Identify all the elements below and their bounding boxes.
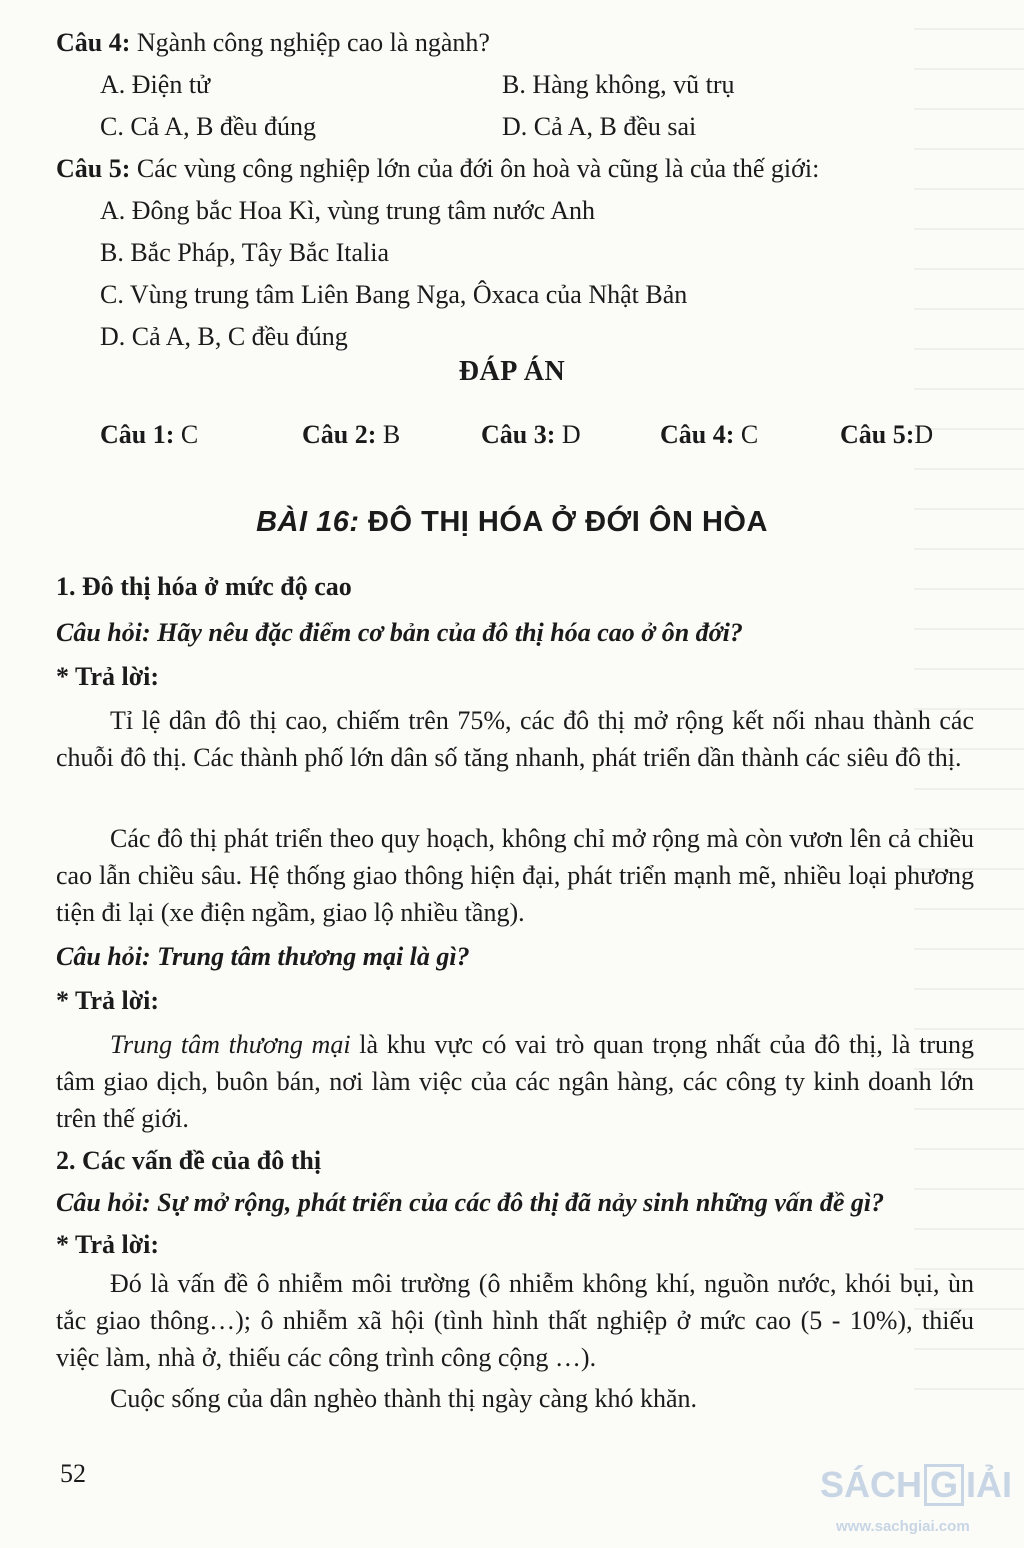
question-5 bbox=[56, 150, 978, 188]
answer-item-5 bbox=[840, 416, 933, 454]
sachgiai-logo bbox=[820, 1464, 1013, 1508]
commercial-center-term: Trung tâm thương mại bbox=[110, 1030, 351, 1059]
section-2-paragraph-1: Đó là vấn đề ô nhiễm môi trường (ô nhiễm không khí, nguồn nước, khói bụi, ùn tắc giao thông…); ô nhiễm xã hội (tình hình thất nghiệp ở mức cao (5 - 10%), thiếu việc làm, nhà ở, thiếu các công trình công cộng …). bbox=[56, 1269, 974, 1372]
question-5-option-c: C. Vùng trung tâm Liên Bang Nga, Ôxaca của Nhật Bản bbox=[100, 280, 688, 309]
section-2-paragraph-2: Cuộc sống của dân nghèo thành thị ngày càng khó khăn. bbox=[110, 1384, 698, 1413]
section-1-paragraph-3 bbox=[56, 1026, 974, 1137]
logo-text-left: SÁCH bbox=[820, 1464, 923, 1505]
section-2-question: Câu hỏi: Sự mở rộng, phát triển của các đô thị đã nảy sinh những vấn đề gì? bbox=[56, 1188, 885, 1217]
answer-key-title: ĐÁP ÁN bbox=[458, 356, 566, 387]
logo-url: www.sachgiai.com bbox=[836, 1518, 970, 1535]
answer-item-5-label: Câu 5: bbox=[840, 420, 915, 449]
answer-item-2-value: B bbox=[376, 420, 401, 449]
answer-item-2 bbox=[302, 416, 400, 454]
section-2-title: 2. Các vấn đề của đô thị bbox=[56, 1146, 322, 1175]
question-4-label: Câu 4: bbox=[56, 28, 131, 57]
question-4-option-c: C. Cả A, B đều đúng bbox=[100, 112, 316, 141]
section-2-answer-label: * Trả lời: bbox=[56, 1230, 159, 1259]
answer-item-4-value: C bbox=[734, 420, 759, 449]
lesson-number: BÀI 16: bbox=[256, 506, 360, 538]
section-1-answer-label-2: * Trả lời: bbox=[56, 986, 159, 1015]
section-1-paragraph-2: Các đô thị phát triển theo quy hoạch, không chỉ mở rộng mà còn vươn lên cả chiều cao lẫn chiều sâu. Hệ thống giao thông hiện đại, phát triển mạnh mẽ, nhiều loại phương tiện đi lại (xe điện ngầm, giao lộ nhiều tầng). bbox=[56, 824, 974, 927]
answer-item-3 bbox=[481, 416, 581, 454]
question-4 bbox=[56, 24, 978, 62]
question-5-text: Các vùng công nghiệp lớn của đới ôn hoà và cũng là của thế giới: bbox=[130, 154, 820, 183]
lesson-title bbox=[0, 506, 1024, 539]
section-1-paragraph-1: Tỉ lệ dân đô thị cao, chiếm trên 75%, các đô thị mở rộng kết nối nhau thành các chuỗi đô thị. Các thành phố lớn dân số tăng nhanh, phát triển dần thành các siêu đô thị. bbox=[56, 706, 974, 772]
section-1-question-1: Câu hỏi: Hãy nêu đặc điểm cơ bản của đô thị hóa cao ở ôn đới? bbox=[56, 618, 743, 647]
answer-item-3-label: Câu 3: bbox=[481, 420, 556, 449]
question-5-option-a: A. Đông bắc Hoa Kì, vùng trung tâm nước Anh bbox=[100, 196, 596, 225]
question-5-option-b: B. Bắc Pháp, Tây Bắc Italia bbox=[100, 238, 390, 267]
answer-item-4-label: Câu 4: bbox=[660, 420, 735, 449]
lesson-heading: ĐÔ THỊ HÓA Ở ĐỚI ÔN HÒA bbox=[359, 506, 768, 538]
answer-item-4 bbox=[660, 416, 758, 454]
section-1-question-2: Câu hỏi: Trung tâm thương mại là gì? bbox=[56, 942, 470, 971]
answer-item-1-value: C bbox=[174, 420, 199, 449]
answer-item-3-value: D bbox=[555, 420, 581, 449]
answer-key-row bbox=[100, 416, 960, 456]
section-1-answer-label-1: * Trả lời: bbox=[56, 662, 159, 691]
question-4-option-b: B. Hàng không, vũ trụ bbox=[502, 70, 735, 99]
answer-item-1-label: Câu 1: bbox=[100, 420, 175, 449]
section-1-title: 1. Đô thị hóa ở mức độ cao bbox=[56, 572, 352, 601]
answer-item-2-label: Câu 2: bbox=[302, 420, 377, 449]
question-4-option-d: D. Cả A, B đều sai bbox=[502, 112, 697, 141]
answer-item-1 bbox=[100, 416, 198, 454]
question-5-label: Câu 5: bbox=[56, 154, 131, 183]
question-4-text: Ngành công nghiệp cao là ngành? bbox=[130, 28, 490, 57]
commercial-center-definition: là khu vực có vai trò quan trọng nhất của đô thị, là trung tâm giao dịch, buôn bán, nơi làm việc của các ngân hàng, các công ty kinh doanh lớn trên thế giới. bbox=[56, 1030, 974, 1133]
logo-letter-box: G bbox=[924, 1464, 964, 1506]
answer-item-5-value: D bbox=[914, 420, 934, 449]
page-number: 52 bbox=[60, 1459, 86, 1488]
logo-text-right: IẢI bbox=[966, 1464, 1013, 1505]
question-4-option-a: A. Điện tử bbox=[100, 70, 211, 99]
question-5-option-d: D. Cả A, B, C đều đúng bbox=[100, 322, 348, 351]
